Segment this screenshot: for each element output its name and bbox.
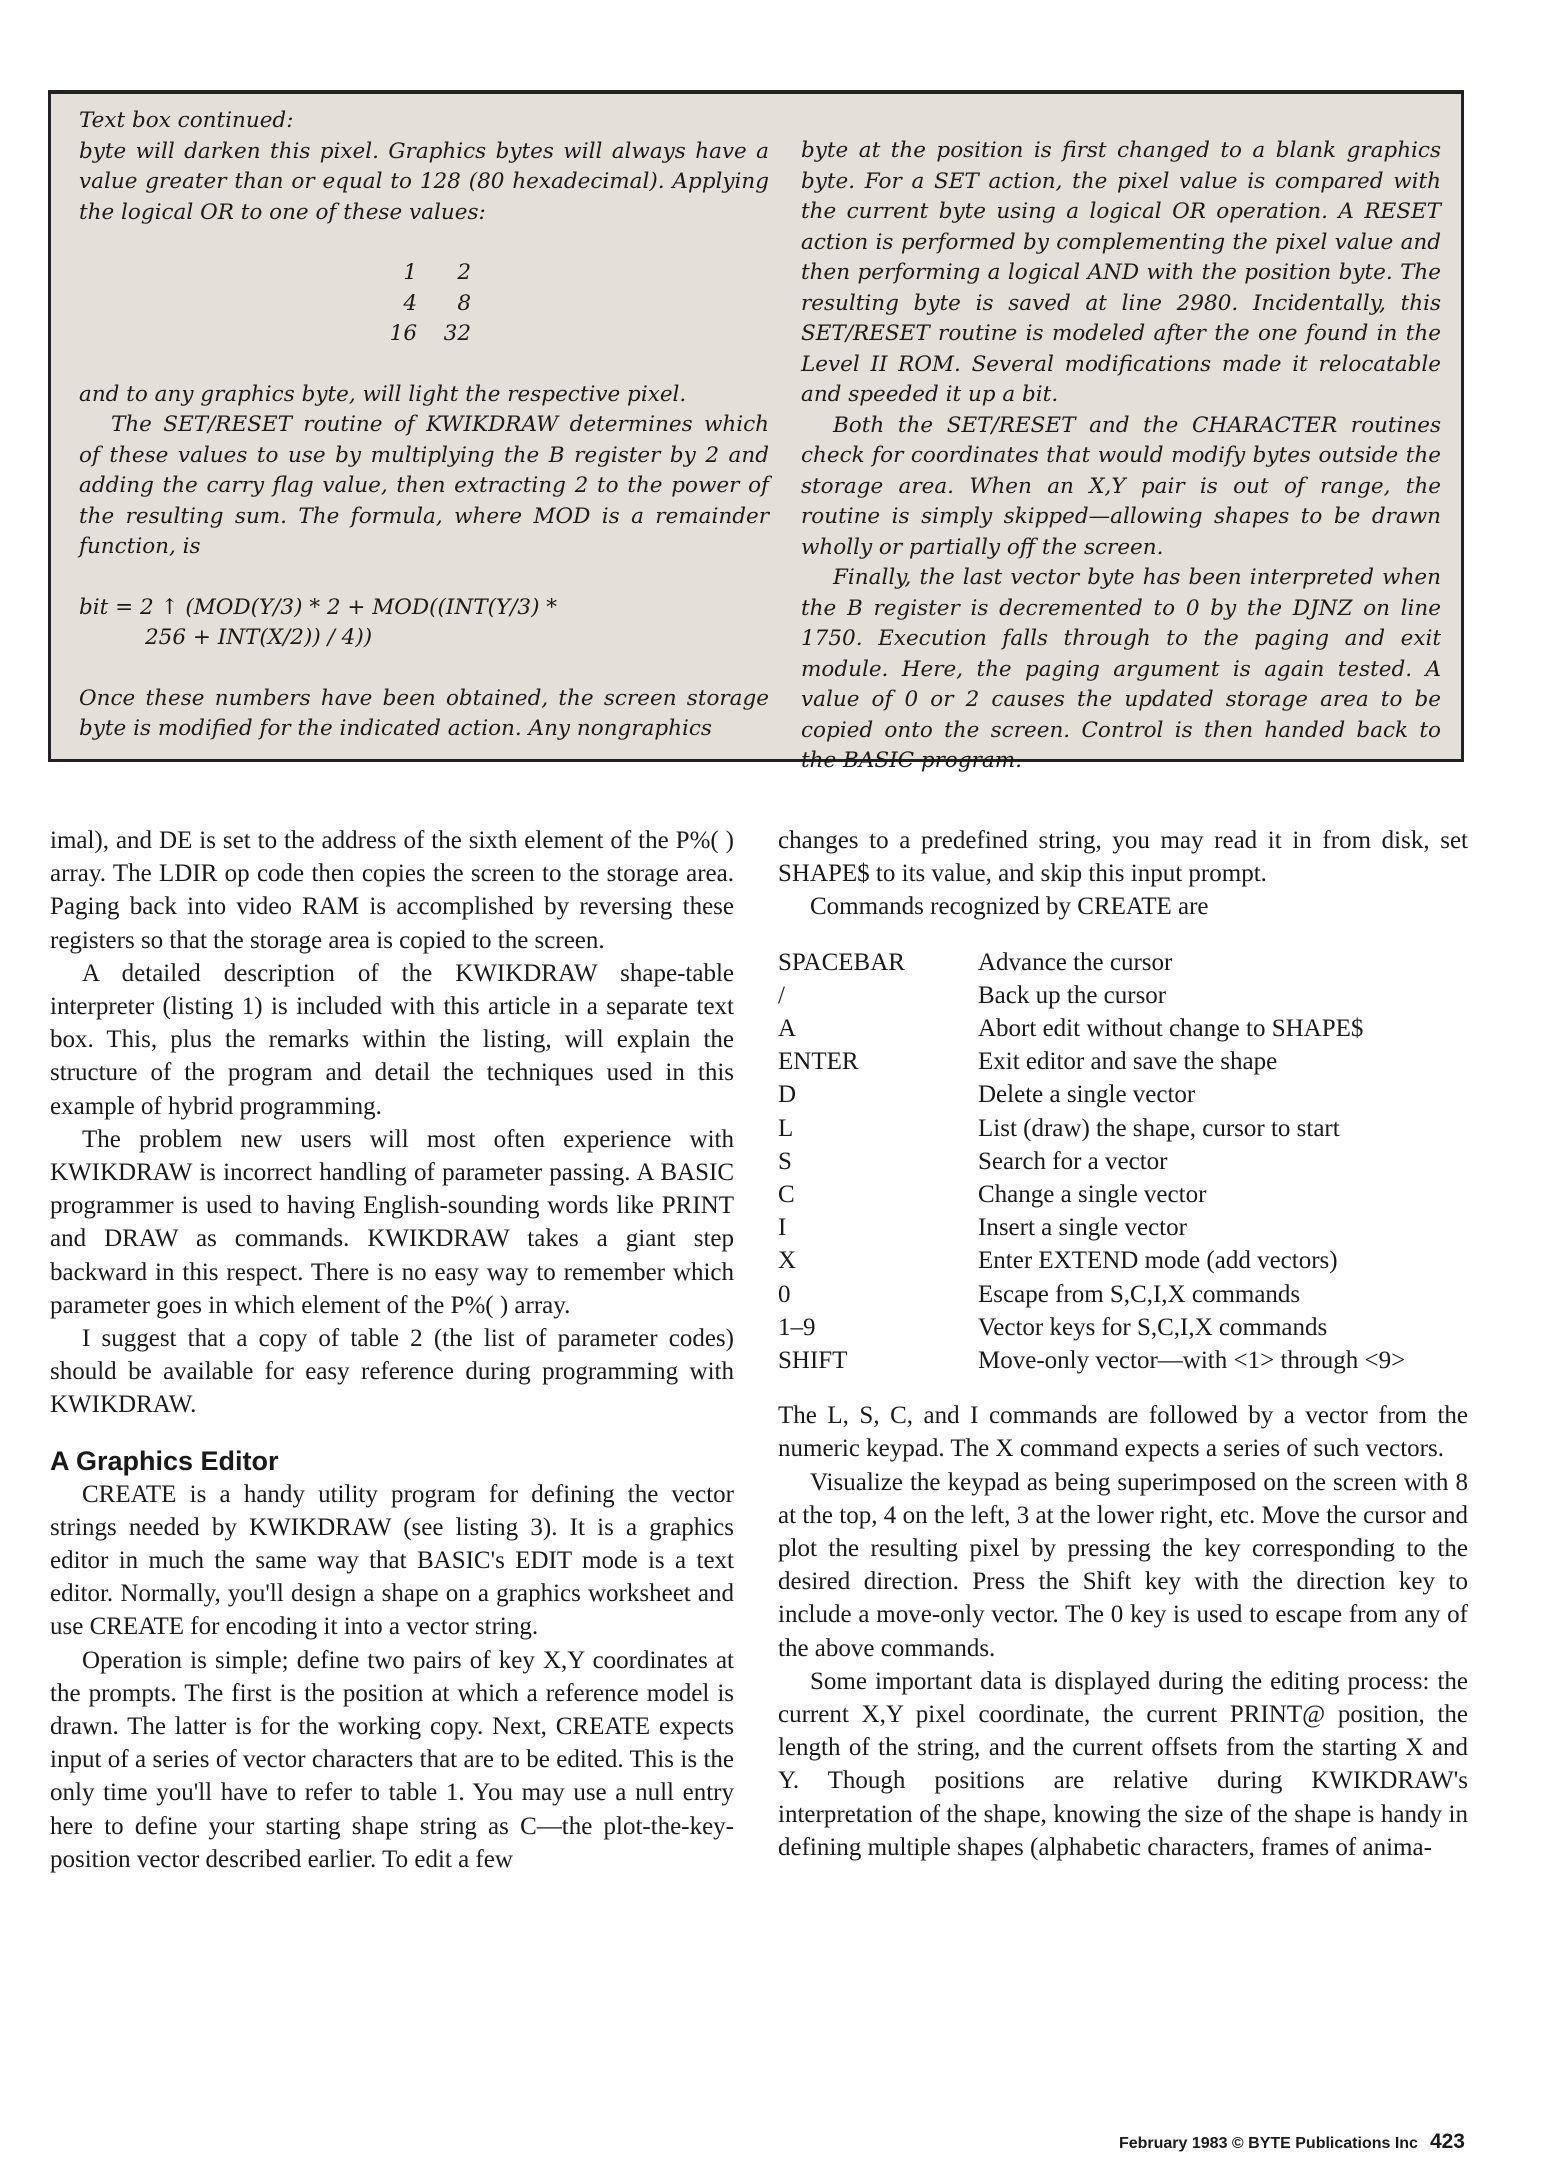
command-row xyxy=(778,1211,1468,1244)
paragraph: byte will darken this pixel. Graphics bytes will always have a value greater than or equal to 128 (80 hexadecimal). Applying the logical OR to one of these values: xyxy=(79,138,769,225)
command-key: C xyxy=(778,1181,795,1209)
command-key: X xyxy=(778,1247,797,1275)
command-row xyxy=(778,1311,1468,1344)
command-row xyxy=(778,946,1468,979)
formula-line: 256 + INT(X/2)) / 4)) xyxy=(145,625,373,650)
text-box-right-column xyxy=(801,136,1441,777)
command-description: Back up the cursor xyxy=(978,981,1167,1009)
command-row xyxy=(778,1078,1468,1111)
command-row xyxy=(778,1012,1468,1045)
command-description: Abort edit without change to SHAPE$ xyxy=(978,1015,1364,1043)
paragraph: changes to a predefined string, you may read it in from disk, set SHAPE$ to its value, and skip this input prompt. xyxy=(778,827,1468,888)
value: 2 xyxy=(457,260,471,285)
left-column xyxy=(50,824,734,1876)
formula xyxy=(79,593,769,654)
command-row xyxy=(778,1112,1468,1145)
command-key: 1–9 xyxy=(778,1313,816,1341)
command-description: List (draw) the shape, cursor to start xyxy=(978,1114,1340,1142)
paragraph: and to any graphics byte, will light the respective pixel. xyxy=(79,381,687,407)
value: 32 xyxy=(443,321,471,346)
command-description: Search for a vector xyxy=(978,1147,1168,1175)
paragraph: imal), and DE is set to the address of the sixth element of the P%( ) array. The LDIR op code then copies the screen to the storage area. Paging back into video RAM is accomplished by reversing these registers so that the storage area is copied to the screen. xyxy=(50,827,734,954)
paragraph: A detailed description of the KWIKDRAW shape-table interpreter (listing 1) is included with this article in a separate text box. This, plus the remarks within the listing, will explain the structure of the program and detail the techniques used in this example of hybrid programming. xyxy=(50,959,734,1120)
text-box xyxy=(48,90,1464,773)
command-row xyxy=(778,1244,1468,1277)
command-key: 0 xyxy=(778,1280,791,1308)
paragraph: Commands recognized by CREATE are xyxy=(810,893,1209,921)
paragraph: Both the SET/RESET and the CHARACTER routines check for coordinates that would modify bytes outside the storage area. When an X,Y pair is out of range, the routine is simply skipped—allowing shapes to be drawn wholly or partially off the screen. xyxy=(801,412,1441,560)
text-box-left-column xyxy=(79,106,769,745)
command-description: Enter EXTEND mode (add vectors) xyxy=(978,1247,1338,1275)
formula-line: bit = 2 ↑ (MOD(Y/3) * 2 + MOD((INT(Y/3) * xyxy=(79,594,558,620)
command-row xyxy=(778,1178,1468,1211)
command-description: Advance the cursor xyxy=(978,948,1173,976)
command-description: Change a single vector xyxy=(978,1181,1207,1209)
command-key: SPACEBAR xyxy=(778,948,905,976)
paragraph: The SET/RESET routine of KWIKDRAW determines which of these values to use by multiplying the B register by 2 and adding the carry flag value, then extracting 2 to the power of the resulting sum. The formula, where MOD is a remainder function, is xyxy=(79,412,769,559)
value: 4 xyxy=(403,290,417,316)
command-row xyxy=(778,979,1468,1012)
paragraph: Operation is simple; define two pairs of key X,Y coordinates at the prompts. The first is the position at which a reference model is drawn. The latter is for the working copy. Next, CREATE expects input of a series of vector characters that are to be edited. This is the only time you'll have to refer to table 1. You may use a null entry here to define your starting shape string as C—the plot-the-key-position vector described earlier. To edit a few xyxy=(50,1646,734,1873)
command-key: S xyxy=(778,1147,792,1175)
command-key: / xyxy=(778,981,785,1009)
page-number: 423 xyxy=(1429,2130,1465,2153)
commands-table xyxy=(778,946,1468,1378)
value: 16 xyxy=(389,321,417,346)
command-key: I xyxy=(778,1214,787,1242)
command-key: D xyxy=(778,1081,797,1109)
command-description: Vector keys for S,C,I,X commands xyxy=(978,1313,1328,1341)
command-description: Exit editor and save the shape xyxy=(978,1048,1278,1076)
pixel-values-table xyxy=(79,258,769,350)
command-description: Move-only vector—with <1> through <9> xyxy=(978,1347,1406,1375)
value: 8 xyxy=(457,290,471,316)
command-key: SHIFT xyxy=(778,1347,848,1375)
command-row xyxy=(778,1145,1468,1178)
paragraph: Finally, the last vector byte has been interpreted when the B register is decremented to 0 by the DJNZ on line 1750. Execution falls through to the paging and exit module. Here, the paging argument is again tested. A value of 0 or 2 causes the updated storage area to be copied onto the screen. Control is then handed back to the BASIC program. xyxy=(801,565,1441,773)
paragraph: The problem new users will most often experience with KWIKDRAW is incorrect handling of parameter passing. A BASIC programmer is used to having English-sounding words like PRINT and DRAW as commands. KWIKDRAW takes a giant step backward in this respect. There is no easy way to remember which parameter goes in which element of the P%( ) array. xyxy=(50,1125,734,1319)
command-key: ENTER xyxy=(778,1048,859,1076)
paragraph: byte at the position is first changed to a blank graphics byte. For a SET action, the pixel value is compared with the current byte using a logical OR operation. A RESET action is performed by complementing the pixel value and then performing a logical AND with the position byte. The resulting byte is saved at line 2980. Incidentally, this SET/RESET routine is modeled after the one found in the Level II ROM. Several modifications made it relocatable and speeded it up a bit. xyxy=(801,138,1441,407)
page-footer xyxy=(1119,2130,1465,2154)
command-description: Delete a single vector xyxy=(978,1081,1196,1109)
command-description: Escape from S,C,I,X commands xyxy=(978,1280,1301,1308)
paragraph: Once these numbers have been obtained, the screen storage byte is modified for the indicated action. Any nongraphics xyxy=(79,685,769,741)
command-key: A xyxy=(778,1015,797,1043)
text-box-heading: Text box continued: xyxy=(79,108,294,133)
section-heading: A Graphics Editor xyxy=(50,1445,279,1476)
value: 1 xyxy=(403,260,417,285)
paragraph: Visualize the keypad as being superimposed on the screen with 8 at the top, 4 on the left, 3 at the lower right, etc. Move the cursor and plot the resulting pixel by pressing the key corresponding to the desired direction. Press the Shift key with the direction key to include a move-only vector. The 0 key is used to escape from any of the above commands. xyxy=(778,1468,1468,1662)
right-column xyxy=(778,824,1468,1864)
paragraph: I suggest that a copy of table 2 (the list of parameter codes) should be available for easy reference during programming with KWIKDRAW. xyxy=(50,1325,734,1419)
command-description: Insert a single vector xyxy=(978,1214,1187,1242)
command-row xyxy=(778,1045,1468,1078)
command-key: L xyxy=(778,1114,794,1142)
command-row xyxy=(778,1278,1468,1311)
footer-credit: February 1983 © BYTE Publications Inc xyxy=(1118,2135,1418,2152)
paragraph: CREATE is a handy utility program for defining the vector strings needed by KWIKDRAW (see listing 3). It is a graphics editor in much the same way that BASIC's EDIT mode is a text editor. Normally, you'll design a shape on a graphics worksheet and use CREATE for encoding it into a vector string. xyxy=(50,1480,734,1641)
paragraph: Some important data is displayed during the editing process: the current X,Y pixel coordinate, the current PRINT@ position, the length of the string, and the current offsets from the starting X and Y. Though positions are relative during KWIKDRAW's interpretation of the shape, knowing the size of the shape is handy in defining multiple shapes (alphabetic characters, frames of anima- xyxy=(778,1667,1468,1861)
paragraph: The L, S, C, and I commands are followed by a vector from the numeric keypad. The X command expects a series of such vectors. xyxy=(778,1402,1468,1463)
command-row xyxy=(778,1344,1468,1377)
